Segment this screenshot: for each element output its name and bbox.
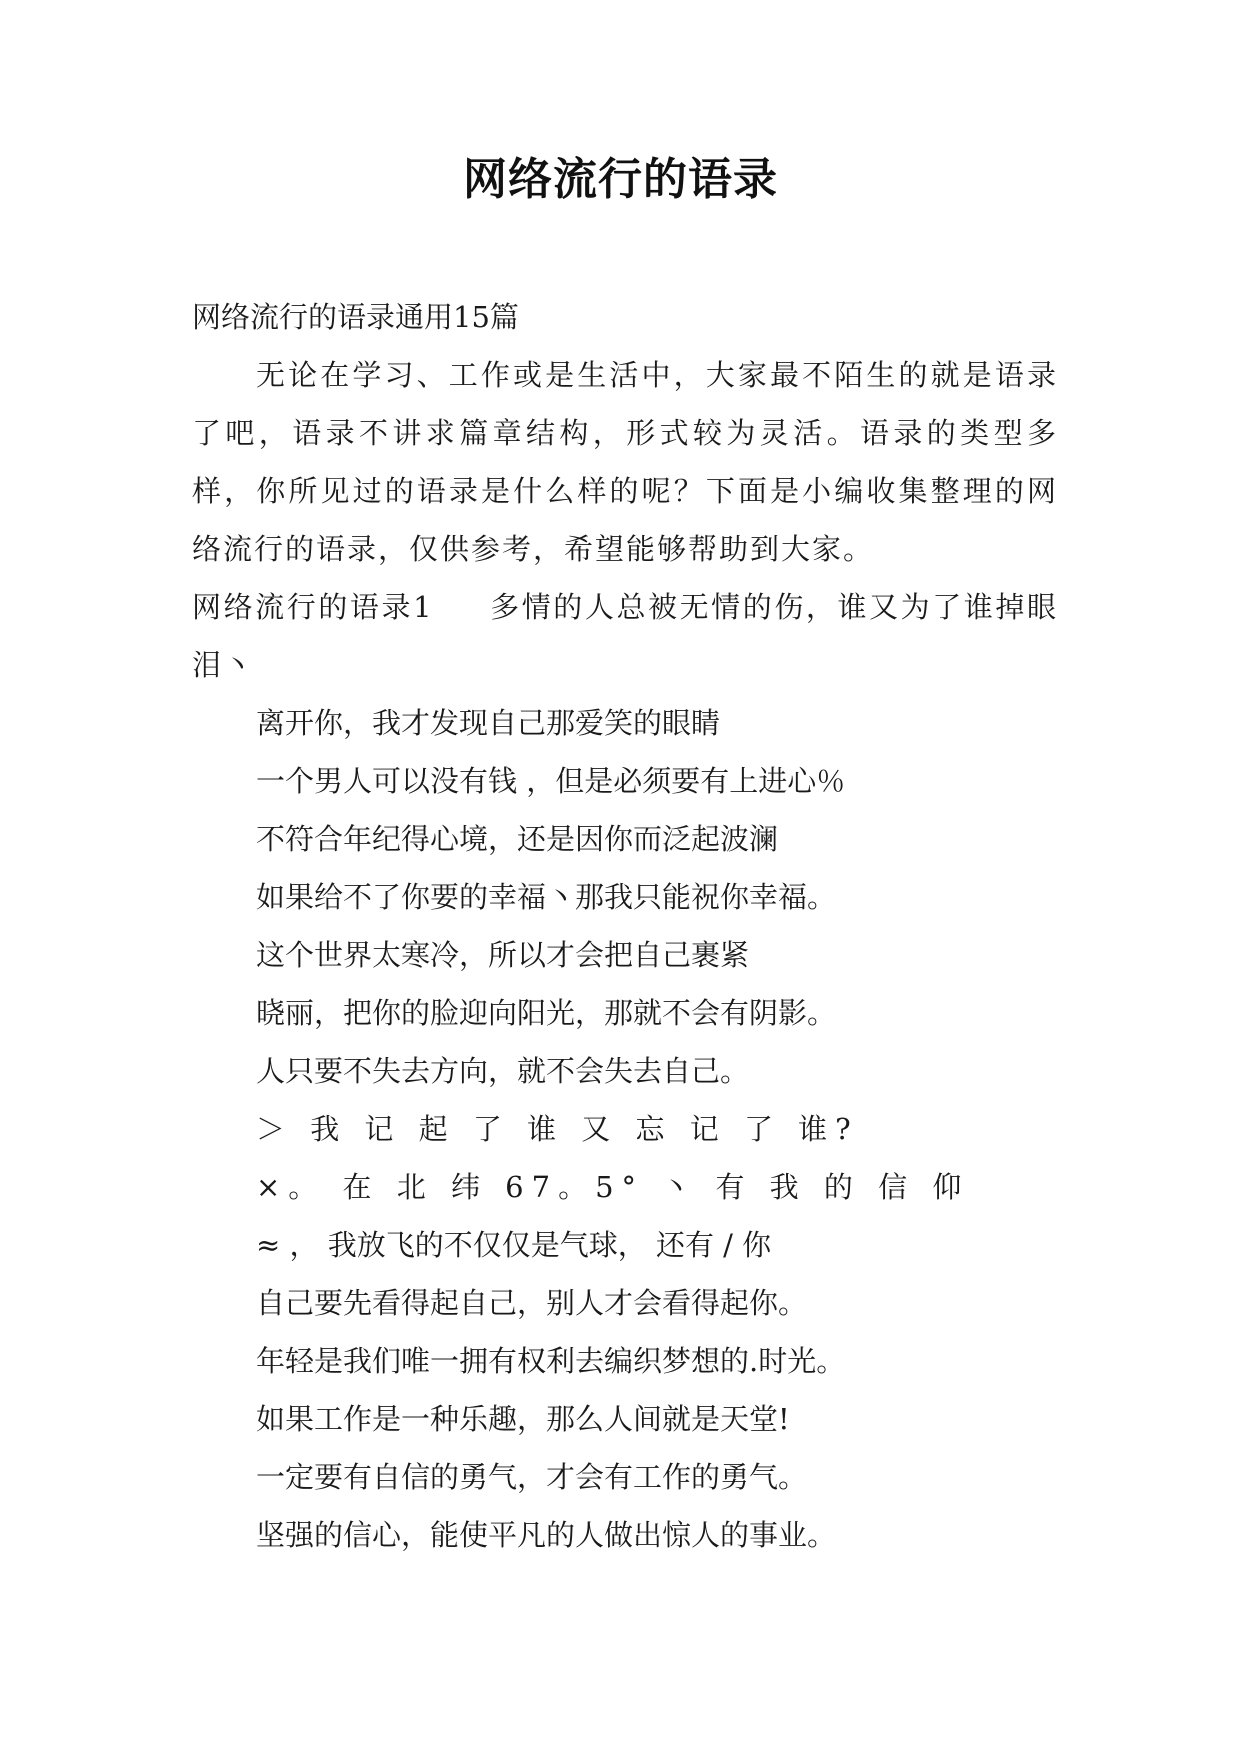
quote-line: 自己要先看得起自己，别人才会看得起你。 bbox=[256, 1286, 808, 1320]
quote-line: 人只要不失去方向，就不会失去自己。 bbox=[256, 1054, 750, 1088]
quote-line: 不符合年纪得心境，还是因你而泛起波澜 bbox=[256, 822, 779, 856]
quote-line: ×。 在 北 纬 67。5° 丶 有 我 的 信 仰 bbox=[256, 1170, 970, 1204]
quote-line: 晓丽，把你的脸迎向阳光，那就不会有阴影。 bbox=[256, 996, 837, 1030]
quote-line: 如果给不了你要的幸福丶那我只能祝你幸福。 bbox=[256, 880, 837, 914]
quote-line: 一个男人可以没有钱 ，但是必须要有上进心％ bbox=[256, 764, 846, 798]
section-1-paragraph bbox=[192, 578, 1058, 694]
quote-line: 坚强的信心，能使平凡的人做出惊人的事业。 bbox=[256, 1518, 837, 1552]
quote-line: ＞ 我 记 起 了 谁 又 忘 记 了 谁? bbox=[256, 1112, 859, 1146]
quote-line: 年轻是我们唯一拥有权利去编织梦想的.时光。 bbox=[256, 1344, 846, 1378]
section-heading: 网络流行的语录1 bbox=[192, 590, 434, 624]
quote-line: ≈ ， 我放飞的不仅仅是气球， 还有 / 你 bbox=[256, 1228, 772, 1262]
quote-line: 离开你，我才发现自己那爱笑的眼睛 bbox=[256, 706, 721, 740]
section-first-quote: 多情的人总被无情的伤，谁又为了谁掉眼泪丶 bbox=[192, 590, 1058, 682]
intro-paragraph: 无论在学习、工作或是生活中，大家最不陌生的就是语录了吧，语录不讲求篇章结构，形式较为灵活。语录的类型多样，你所见过的语录是什么样的呢？下面是小编收集整理的网络流行的语录，仅供参考，希望能够帮助到大家。 bbox=[192, 358, 1058, 566]
subtitle-line: 网络流行的语录通用15篇 bbox=[192, 300, 519, 334]
quote-line: 一定要有自信的勇气，才会有工作的勇气。 bbox=[256, 1460, 808, 1494]
quote-line: 如果工作是一种乐趣，那么人间就是天堂! bbox=[256, 1402, 790, 1436]
document-body bbox=[192, 288, 1058, 1564]
quote-line: 这个世界太寒冷，所以才会把自己裹紧 bbox=[256, 938, 750, 972]
document-title: 网络流行的语录 bbox=[463, 154, 778, 205]
